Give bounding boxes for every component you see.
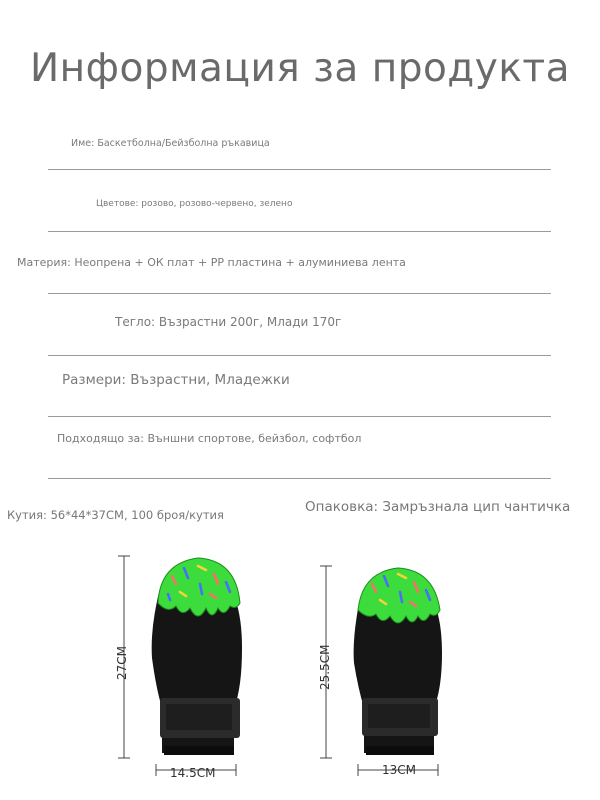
glove-youth-image (312, 558, 452, 778)
spec-colors-text: Цветове: розово, розово-червено, зелено (96, 199, 293, 209)
youth-width-label: 13CM (382, 763, 417, 777)
spec-box-text: Кутия: 56*44*37CM, 100 броя/кутия (7, 508, 224, 522)
spec-name-text: Име: Баскетболна/Бейзболна ръкавица (71, 138, 270, 149)
spec-weight-text: Тегло: Възрастни 200г, Млади 170г (115, 315, 342, 329)
glove-adult-image (110, 548, 250, 788)
divider (48, 478, 551, 479)
spec-material-text: Материя: Неопрена + ОК плат + PP пластина + алуминиева лента (17, 256, 406, 269)
adult-width-label: 14.5CM (170, 766, 216, 780)
youth-height-label: 25.5CM (318, 644, 332, 690)
spec-packaging-text: Опаковка: Замръзнала цип чантичка (305, 499, 571, 515)
divider (48, 231, 551, 232)
divider (48, 169, 551, 170)
page-title: Информация за продукта (29, 46, 571, 91)
divider (48, 416, 551, 417)
spec-sizes-text: Размери: Възрастни, Младежки (62, 372, 290, 388)
divider (48, 293, 551, 294)
divider (48, 355, 551, 356)
adult-height-label: 27CM (115, 645, 129, 680)
spec-suitable-text: Подходящо за: Външни спортове, бейзбол, софтбол (57, 432, 362, 445)
